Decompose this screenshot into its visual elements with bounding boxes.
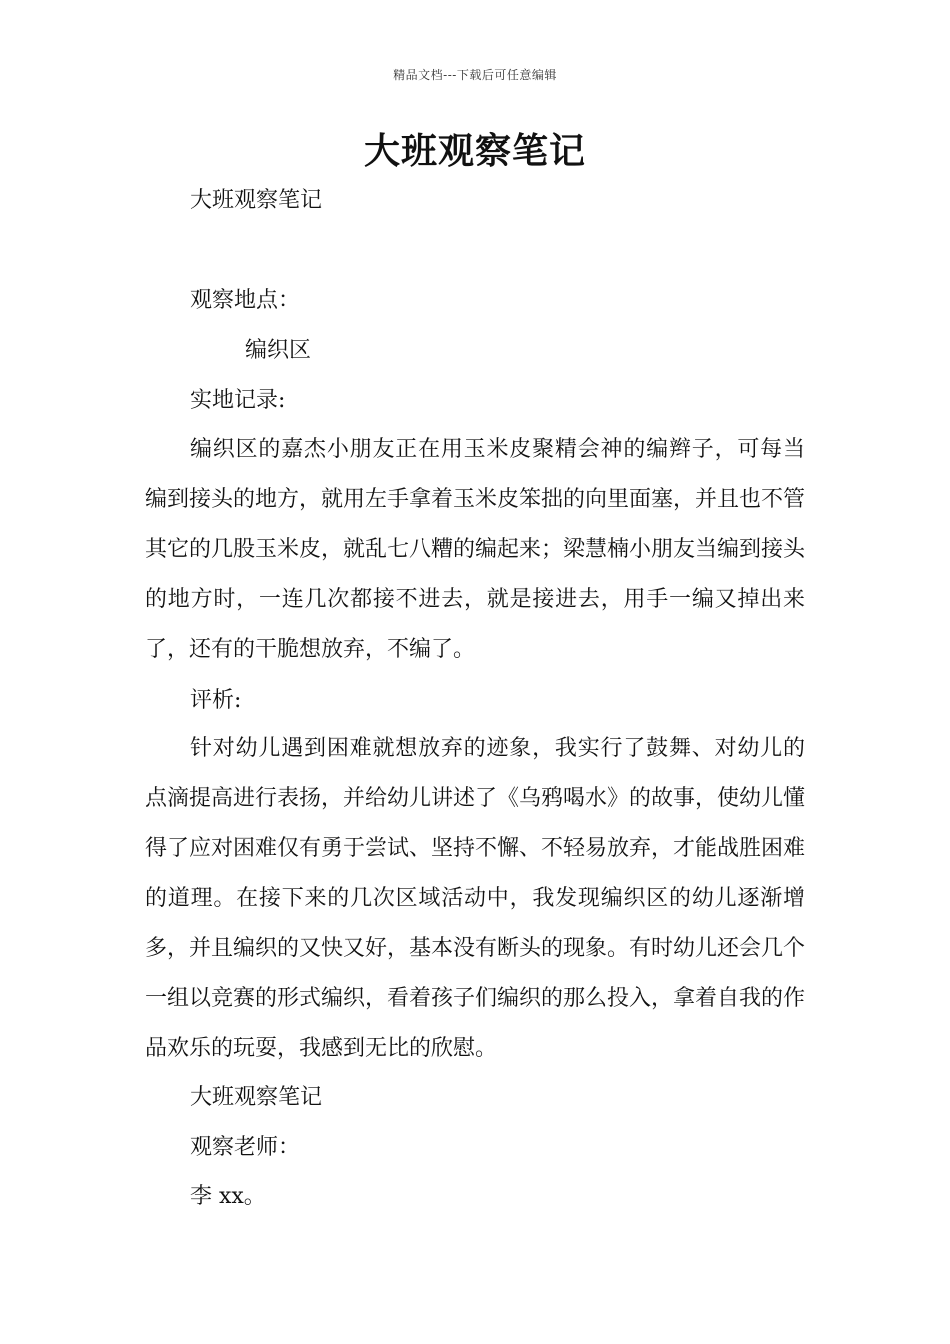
footer-title: 大班观察笔记 bbox=[190, 1085, 323, 1110]
document-title: 大班观察笔记 bbox=[363, 131, 586, 172]
record-paragraph: 编织区的嘉杰小朋友正在用玉米皮聚精会神的编辫子，可每当编到接头的地方，就用左手拿着玉米皮笨拙的向里面塞，并且也不管其它的几股玉米皮，就乱七八糟的编起来；梁慧楠小朋友当编到接头的地方时，一连几次都接不进去，就是接进去，用手一编又掉出来了，还有的干脆想放弃，不编了。 bbox=[145, 437, 806, 662]
location-label: 观察地点： bbox=[190, 288, 301, 313]
document-subtitle: 大班观察笔记 bbox=[190, 188, 323, 213]
page-header-note: 精品文档---下载后可任意编辑 bbox=[393, 68, 557, 82]
analysis-paragraph: 针对幼儿遇到困难就想放弃的迹象，我实行了鼓舞、对幼儿的点滴提高进行表扬，并给幼儿讲述了《乌鸦喝水》的故事，使幼儿懂得了应对困难仅有勇于尝试、坚持不懈、不轻易放弃，才能战胜困难的道理。在接下来的几次区域活动中，我发现编织区的幼儿逐渐增多，并且编织的又快又好，基本没有断头的现象。有时幼儿还会几个一组以竞赛的形式编织，看着孩子们编织的那么投入，拿着自我的作品欢乐的玩耍，我感到无比的欣慰。 bbox=[145, 736, 806, 1061]
teacher-label: 观察老师： bbox=[190, 1135, 301, 1160]
analysis-label: 评析: bbox=[190, 688, 242, 713]
teacher-value: 李 xx。 bbox=[190, 1184, 266, 1209]
record-label: 实地记录: bbox=[190, 388, 286, 413]
location-value: 编织区 bbox=[245, 338, 312, 363]
